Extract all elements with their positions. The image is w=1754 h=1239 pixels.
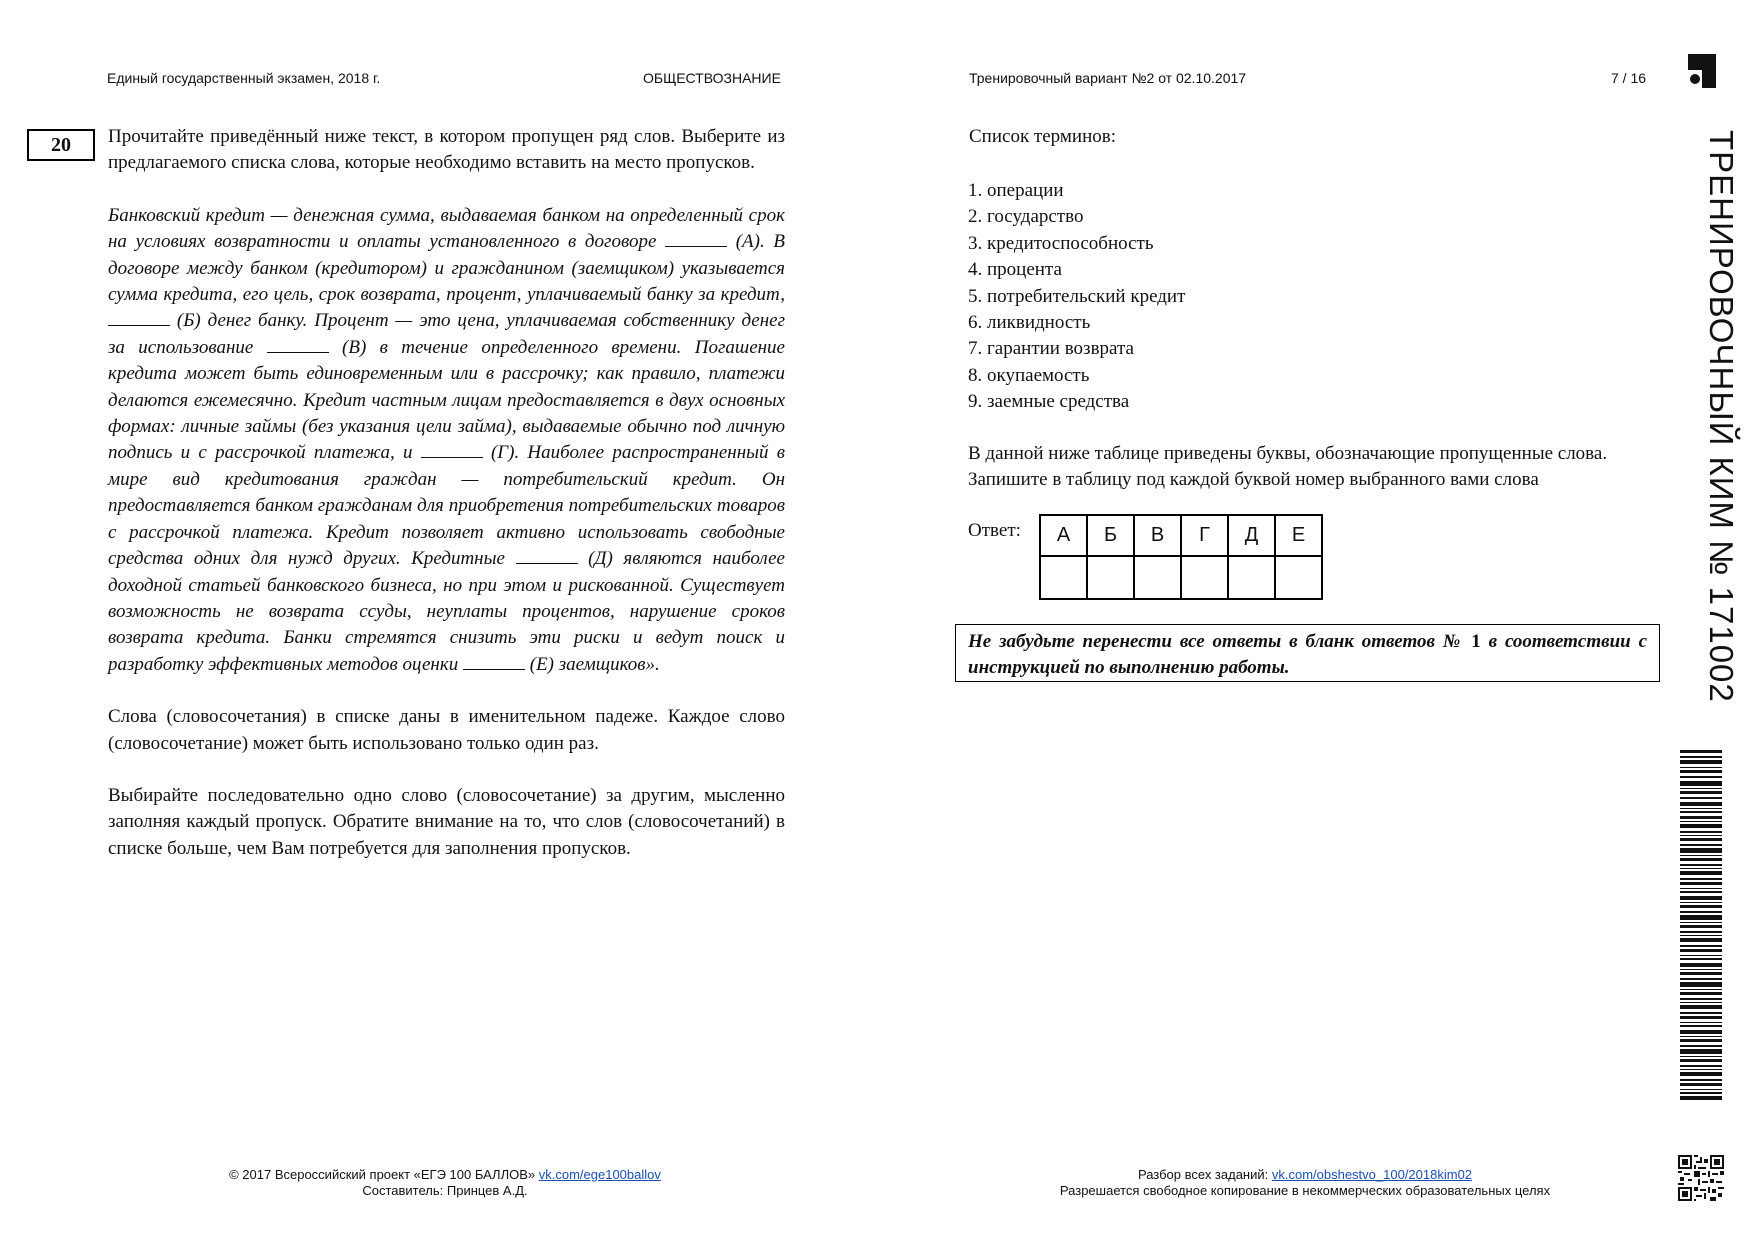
header-variant: Тренировочный вариант №2 от 02.10.2017 [969, 70, 1247, 86]
list-item: 4. процента [968, 259, 1062, 281]
letter-cell: Д [1228, 515, 1275, 556]
footer-left-link[interactable]: vk.com/ege100ballov [538, 1167, 661, 1182]
barcode-icon [1680, 750, 1722, 1100]
answer-cell-e[interactable] [1275, 556, 1322, 599]
list-item: 6. ликвидность [968, 312, 1091, 334]
answer-cell-v[interactable] [1134, 556, 1181, 599]
header-exam: Единый государственный экзамен, 2018 г. [107, 70, 381, 86]
terms-title: Список терминов: [969, 126, 1116, 147]
registration-mark-icon [1688, 54, 1716, 88]
list-item: 8. окупаемость [968, 364, 1090, 386]
answer-label: Ответ: [968, 520, 1021, 541]
footer-author: Составитель: Принцев А.Д. [362, 1183, 528, 1198]
task-note-2: Выбирайте последовательно одно слово (словосочетание) за другим, мысленно заполняя каждый пропуск. Обратите внимание на то, что слов (словосочетаний) в списке больше, чем Вам потребуется для заполнения пропусков. [108, 784, 785, 859]
letter-cell: Г [1181, 515, 1228, 556]
blank-g [421, 456, 483, 458]
reminder-box: Не забудьте перенести все ответы в бланк ответов № 1 в соответствии с инструкцией по выполнению работы. [955, 624, 1660, 682]
footer-license: Разрешается свободное копирование в некоммерческих образовательных целях [1059, 1183, 1551, 1198]
task-text: Банковский кредит — денежная сумма, выдаваемая банком на определенный срок на условиях возвратности и оплаты установленного в договоре (А). В договоре между банком (кредитором) и гражданином (заемщиком) указывается сумма кредита, его цель, срок возврата, процент, уплачиваемый банку за кредит, (Б) денег банку. Процент — это цена, уплачиваемая собственнику денег за использование (В) в течение определенного времени. Погашение кредита может быть единовременным или в рассрочку; как правило, платежи делаются ежемесячно. Кредит частным лицам предоставляется в двух основных формах: личные займы (без указания цели займа), выдаваемые обычно под личную подпись и с рассрочкой платежа, и (Г). Наиболее распространенный в мире вид кредитования граждан — потребительский кредит. Он предоставляется банком гражданам для приобретения потребительских товаров с рассрочкой платежа. Кредит позволяет активно использовать свободные средства одних для нужд других. Кредитные (Д) являются наиболее доходной статьей банковского бизнеса, но при этом и рискованной. Существует возможность не возврата ссуды, неуплаты процентов, нарушение сроков возврата кредита. Банки стремятся снизить эти риски и ведут поиск и разработку эффективных методов оценки (Е) заемщиков». [108, 204, 785, 675]
footer-right: Разбор всех заданий: vk.com/obshestvo_100/2018kim02 Разрешается свободное копирование в некоммерческих образовательных целях [1015, 1167, 1595, 1199]
list-item: 3. кредитоспособность [968, 232, 1154, 254]
letter-cell: А [1040, 515, 1087, 556]
letter-cell: Е [1275, 515, 1322, 556]
letters-row [1040, 515, 1322, 556]
list-item: 2. государство [968, 206, 1084, 228]
answer-cell-b[interactable] [1087, 556, 1134, 599]
table-instruction: В данной ниже таблице приведены буквы, обозначающие пропущенные слова. Запишите в таблицу под каждой буквой номер выбранного вами слова [968, 443, 1608, 491]
answers-row [1040, 556, 1322, 599]
terms-list [968, 178, 1185, 416]
blank-a [665, 245, 727, 247]
footer-left: © 2017 Всероссийский проект «ЕГЭ 100 БАЛЛОВ» vk.com/ege100ballov Составитель: Принцев А.Д. [200, 1167, 690, 1199]
footer-right-link[interactable]: vk.com/obshestvo_100/2018kim02 [1271, 1167, 1473, 1182]
list-item: 9. заемные средства [968, 391, 1130, 413]
blank-v [267, 351, 329, 353]
task-left-column [108, 124, 785, 862]
answer-cell-d[interactable] [1228, 556, 1275, 599]
header-subject: ОБЩЕСТВОЗНАНИЕ [643, 70, 781, 86]
task-intro: Прочитайте приведённый ниже текст, в котором пропущен ряд слов. Выберите из предлагаемого списка слова, которые необходимо вставить на место пропусков. [108, 126, 785, 174]
task-number: 20 [27, 129, 95, 161]
blank-d [516, 562, 578, 564]
answer-cell-g[interactable] [1181, 556, 1228, 599]
blank-e [463, 668, 525, 670]
task-note-1: Слова (словосочетания) в списке даны в именительном падеже. Каждое слово (словосочетание) может быть использовано только один раз. [108, 706, 785, 754]
answer-table [1039, 514, 1323, 600]
list-item: 7. гарантии возврата [968, 338, 1134, 360]
blank-b [108, 324, 170, 326]
qr-code-icon [1678, 1155, 1724, 1201]
list-item: 5. потребительский кредит [968, 285, 1186, 307]
answer-cell-a[interactable] [1040, 556, 1087, 599]
vertical-kim-title: ТРЕНИРОВОЧНЫЙ КИМ № 171002 [1703, 130, 1740, 703]
list-item: 1. операции [968, 180, 1064, 201]
header-page-number: 7 / 16 [1611, 70, 1647, 86]
letter-cell: В [1134, 515, 1181, 556]
letter-cell: Б [1087, 515, 1134, 556]
